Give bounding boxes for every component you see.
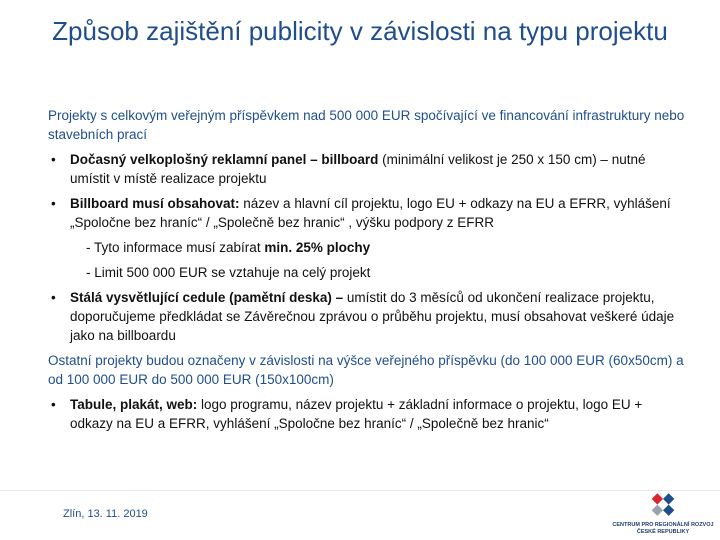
sub-item-bold: min. 25% plochy — [264, 240, 371, 255]
other-projects-paragraph: Ostatní projekty budou označeny v závislosti na výšce veřejného příspěvku (do 100 000 EUR (60x50cm) a od 100 000 EUR do 500 000 EUR (150x100cm) — [48, 353, 684, 387]
bullet-marker: • — [51, 397, 56, 412]
bullet-text: umístit do 3 měsíců od ukončení realizace projektu, doporučujeme předkládat se Závěrečnou zprávou o průběhu projektu, musí obsahovat veškeré údaje jako na billboardu — [70, 290, 675, 343]
sub-item-text: - Tyto informace musí zabírat — [86, 240, 265, 255]
bullet-bold: Dočasný velkoplošný reklamní panel – billboard — [70, 152, 379, 167]
bullet-bold: Tabule, plakát, web: — [70, 397, 198, 412]
sub-item-coverage — [48, 238, 688, 257]
bullet-billboard — [48, 150, 688, 188]
logo-line-2: ČESKÉ REPUBLIKY — [636, 529, 690, 535]
bullet-text: (minimální velikost je 250 x 150 cm) – nutné umístit v místě realizace projektu — [70, 152, 646, 186]
slide-content — [48, 106, 688, 439]
bullet-bold: Billboard musí obsahovat: — [70, 196, 240, 211]
slide-title: Způsob zajištění publicity v závislosti na typu projektu — [52, 16, 668, 46]
logo-line-1: CENTRUM PRO REGIONÁLNÍ ROZVOJ — [612, 522, 714, 528]
bullet-billboard-contents — [48, 194, 688, 232]
bullet-marker: • — [51, 196, 56, 211]
footer-date: Zlín, 13. 11. 2019 — [63, 508, 148, 520]
bullet-plaque — [48, 288, 688, 345]
bullet-board-poster-web — [48, 395, 688, 433]
bullet-text: logo programu, název projektu + základní informace o projektu, logo EU + odkazy na EU a EFRR, vyhlášení „Spoločne bez hraníc“ / „Společně bez hranic“ — [70, 397, 643, 431]
sub-item-limit: - Limit 500 000 EUR se vztahuje na celý projekt — [86, 265, 371, 280]
bullet-text: název a hlavní cíl projektu, logo EU + odkazy na EU a EFRR, vyhlášení „Spoločne bez hraníc“ / „Společně bez hranic“ , výšku podpory z EFRR — [70, 196, 671, 230]
footer-divider — [0, 490, 720, 491]
bullet-bold: Stálá vysvětlující cedule (pamětní deska) – — [70, 290, 344, 305]
intro-paragraph: Projekty s celkovým veřejným příspěvkem nad 500 000 EUR spočívající ve financování infrastruktury nebo stavebních prací — [48, 108, 685, 142]
bullet-marker: • — [51, 290, 56, 305]
logo-text — [606, 522, 720, 536]
bullet-marker: • — [51, 152, 56, 167]
